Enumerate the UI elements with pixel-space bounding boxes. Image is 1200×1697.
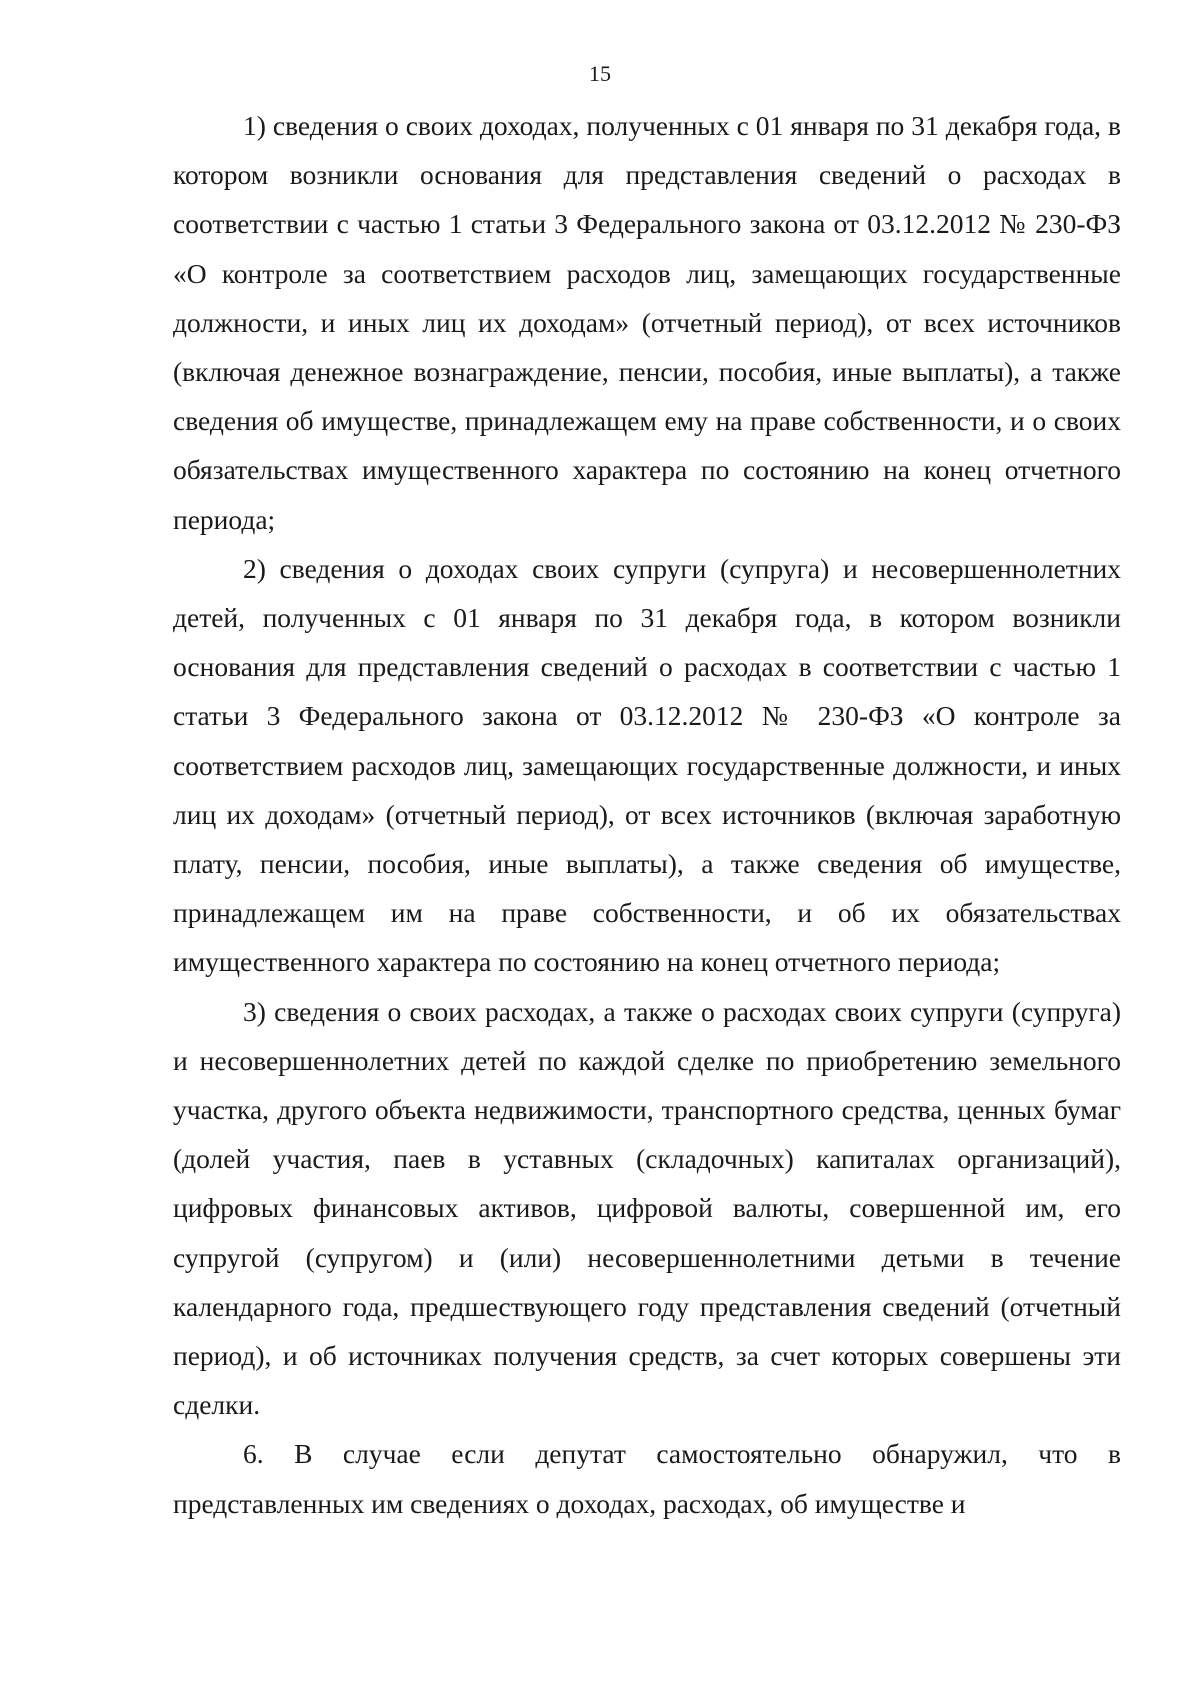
paragraph-item-3: 3) сведения о своих расходах, а также о расходах своих супруги (супруга) и несовершеннолетних детей по каждой сделке по приобретению земельного участка, другого объекта недвижимости, транспортного средства, ценных бумаг (долей участия, паев в уставных (складочных) капиталах организаций), цифровых финансовых активов, цифровой валюты, совершенной им, его супругой (супругом) и (или) несовершеннолетними детьми в течение календарного года, предшествующего году представления сведений (отчетный период), и об источниках получения средств, за счет которых совершены эти сделки.	[173, 995, 1121, 1421]
paragraph-item-2: 2) сведения о доходах своих супруги (супруга) и несовершеннолетних детей, полученных с 01 января по 31 декабря года, в котором возникли основания для представления сведений о расходах в соответствии с частью 1 статьи 3 Федерального закона от 03.12.2012 № 230-ФЗ «О контроле за соответствием расходов лиц, замещающих государственные должности, и иных лиц их доходам» (отчетный период), от всех источников (включая заработную плату, пенсии, пособия, иные выплаты), а также сведения об имуществе, принадлежащем им на праве собственности, и об их обязательствах имущественного характера по состоянию на конец отчетного периода;	[173, 552, 1121, 978]
page-number: 15	[589, 61, 611, 86]
paragraph-item-1: 1) сведения о своих доходах, полученных с 01 января по 31 декабря года, в котором возникли основания для представления сведений о расходах в соответствии с частью 1 статьи 3 Федерального закона от 03.12.2012 № 230-ФЗ «О контроле за соответствием расходов лиц, замещающих государственные должности, и иных лиц их доходам» (отчетный период), от всех источников (включая денежное вознаграждение, пенсии, пособия, иные выплаты), а также сведения об имуществе, принадлежащем ему на праве собственности, и о своих обязательствах имущественного характера по состоянию на конец отчетного периода;	[173, 110, 1121, 535]
paragraph-section-6: 6. В случае если депутат самостоятельно обнаружил, что в представленных им сведениях о доходах, расходах, об имуществе и	[173, 1438, 1121, 1519]
document-body	[173, 101, 1121, 1528]
